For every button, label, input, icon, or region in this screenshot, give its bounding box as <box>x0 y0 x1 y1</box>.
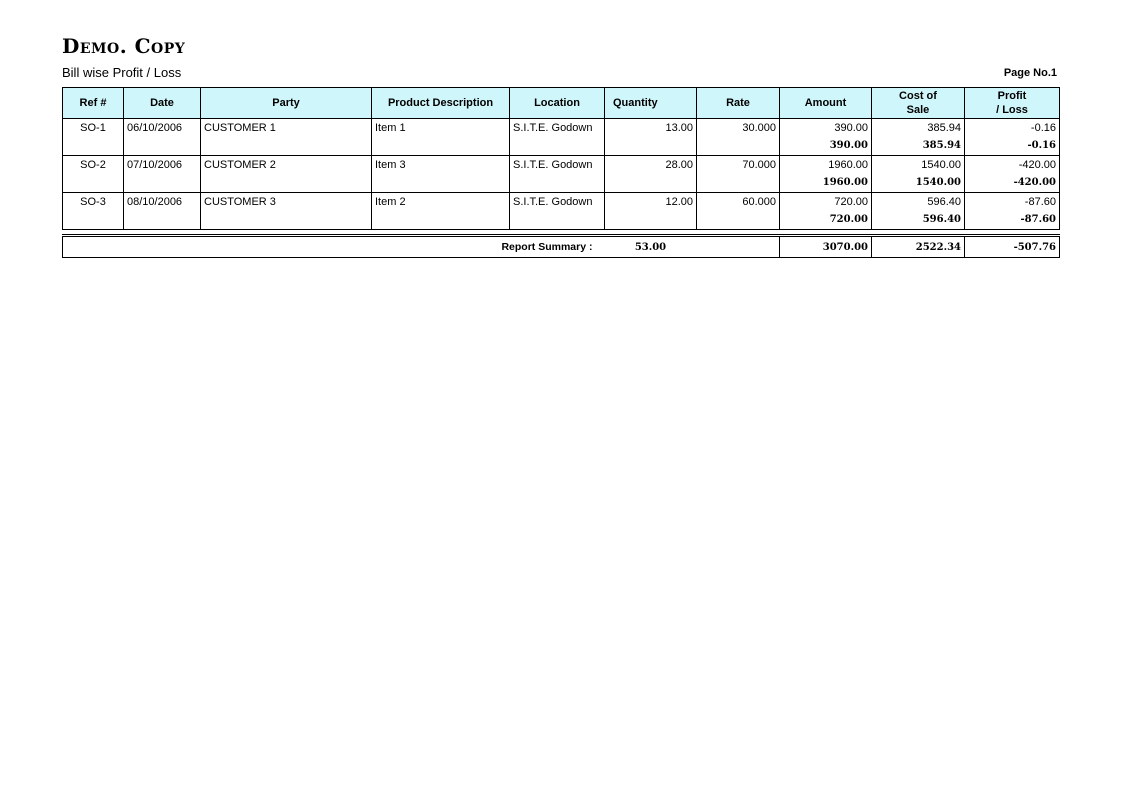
cell-rate-value: 30.000 <box>742 122 776 134</box>
cell-date <box>124 119 201 156</box>
cell-quantity-value: 13.00 <box>665 122 693 134</box>
cell-rate-value: 70.000 <box>742 159 776 171</box>
col-profit <box>965 88 1060 119</box>
col-profit-line1: Profit <box>997 90 1027 102</box>
cell-location-value: S.I.T.E. Godown <box>513 196 593 208</box>
cell-party-value: CUSTOMER 3 <box>204 196 276 208</box>
cell-cost <box>872 156 965 193</box>
cell-amount-subtotal: 720.00 <box>829 214 868 225</box>
cell-amount-value: 390.00 <box>834 122 868 134</box>
cell-cost-subtotal: 596.40 <box>922 214 961 225</box>
col-cost <box>872 88 965 119</box>
summary-label: Report Summary : <box>63 236 605 258</box>
cell-amount <box>780 193 872 230</box>
summary-amount: 3070.00 <box>780 236 872 258</box>
summary-profit: -507.76 <box>965 236 1060 258</box>
cell-product-value: Item 1 <box>375 122 406 134</box>
cell-amount-value: 1960.00 <box>828 159 868 171</box>
cell-profit-subtotal: -0.16 <box>1027 140 1056 151</box>
cell-party-value: CUSTOMER 2 <box>204 159 276 171</box>
cell-amount-value: 720.00 <box>834 196 868 208</box>
col-quantity: Quantity <box>605 88 697 119</box>
cell-profit-value: -420.00 <box>1018 159 1056 171</box>
summary-cost: 2522.34 <box>872 236 965 258</box>
cell-quantity <box>605 193 697 230</box>
report-summary <box>62 234 1060 258</box>
cell-profit-subtotal: -420.00 <box>1013 177 1056 188</box>
cell-rate <box>697 119 780 156</box>
cell-ref <box>63 119 124 156</box>
cell-product-value: Item 2 <box>375 196 406 208</box>
cell-date-value: 06/10/2006 <box>127 122 183 134</box>
cell-location-value: S.I.T.E. Godown <box>513 159 593 171</box>
col-ref: Ref # <box>63 88 124 119</box>
table-header-row <box>63 88 1060 119</box>
cell-amount-subtotal: 390.00 <box>829 140 868 151</box>
summary-quantity: 53.00 <box>605 236 697 258</box>
cell-location <box>510 193 605 230</box>
cell-cost-value: 1540.00 <box>921 159 961 171</box>
cell-ref-value: SO-2 <box>80 159 106 171</box>
cell-profit-value: -0.16 <box>1030 122 1056 134</box>
cell-rate <box>697 156 780 193</box>
cell-cost <box>872 193 965 230</box>
table-row <box>63 156 1060 193</box>
cell-rate-value: 60.000 <box>742 196 776 208</box>
col-rate: Rate <box>697 88 780 119</box>
cell-cost-subtotal: 1540.00 <box>915 177 961 188</box>
cell-party-value: CUSTOMER 1 <box>204 122 276 134</box>
cell-ref-value: SO-3 <box>80 196 106 208</box>
report-title: Bill wise Profit / Loss <box>62 65 182 80</box>
cell-quantity <box>605 156 697 193</box>
col-cost-line2: Sale <box>906 104 930 116</box>
col-product: Product Description <box>372 88 510 119</box>
cell-ref-value: SO-1 <box>80 122 106 134</box>
cell-party <box>201 193 372 230</box>
cell-profit <box>965 193 1060 230</box>
cell-location <box>510 156 605 193</box>
col-party: Party <box>201 88 372 119</box>
cell-quantity-value: 12.00 <box>665 196 693 208</box>
cell-profit-subtotal: -87.60 <box>1020 214 1056 225</box>
col-cost-line1: Cost of <box>899 90 937 102</box>
cell-profit-value: -87.60 <box>1024 196 1056 208</box>
cell-date-value: 08/10/2006 <box>127 196 183 208</box>
cell-date <box>124 156 201 193</box>
cell-party <box>201 119 372 156</box>
summary-row <box>63 236 1060 258</box>
cell-product-value: Item 3 <box>375 159 406 171</box>
cell-cost-value: 385.94 <box>927 122 961 134</box>
cell-date-value: 07/10/2006 <box>127 159 183 171</box>
cell-amount <box>780 156 872 193</box>
cell-profit <box>965 156 1060 193</box>
cell-location-value: S.I.T.E. Godown <box>513 122 593 134</box>
cell-ref <box>63 193 124 230</box>
cell-quantity-value: 28.00 <box>665 159 693 171</box>
cell-cost-subtotal: 385.94 <box>922 140 961 151</box>
cell-location <box>510 119 605 156</box>
col-amount: Amount <box>780 88 872 119</box>
cell-rate <box>697 193 780 230</box>
summary-rate-empty <box>697 236 780 258</box>
page-number: Page No.1 <box>1003 67 1057 79</box>
report-table <box>62 87 1060 230</box>
table-row <box>63 119 1060 156</box>
cell-cost <box>872 119 965 156</box>
cell-quantity <box>605 119 697 156</box>
cell-profit <box>965 119 1060 156</box>
cell-ref <box>63 156 124 193</box>
cell-amount-subtotal: 1960.00 <box>822 177 868 188</box>
cell-product <box>372 193 510 230</box>
company-name: Demo. Copy <box>62 34 186 58</box>
col-location: Location <box>510 88 605 119</box>
cell-product <box>372 119 510 156</box>
cell-cost-value: 596.40 <box>927 196 961 208</box>
col-profit-line2: / Loss <box>996 104 1028 116</box>
col-date: Date <box>124 88 201 119</box>
cell-party <box>201 156 372 193</box>
cell-product <box>372 156 510 193</box>
cell-date <box>124 193 201 230</box>
table-row <box>63 193 1060 230</box>
cell-amount <box>780 119 872 156</box>
